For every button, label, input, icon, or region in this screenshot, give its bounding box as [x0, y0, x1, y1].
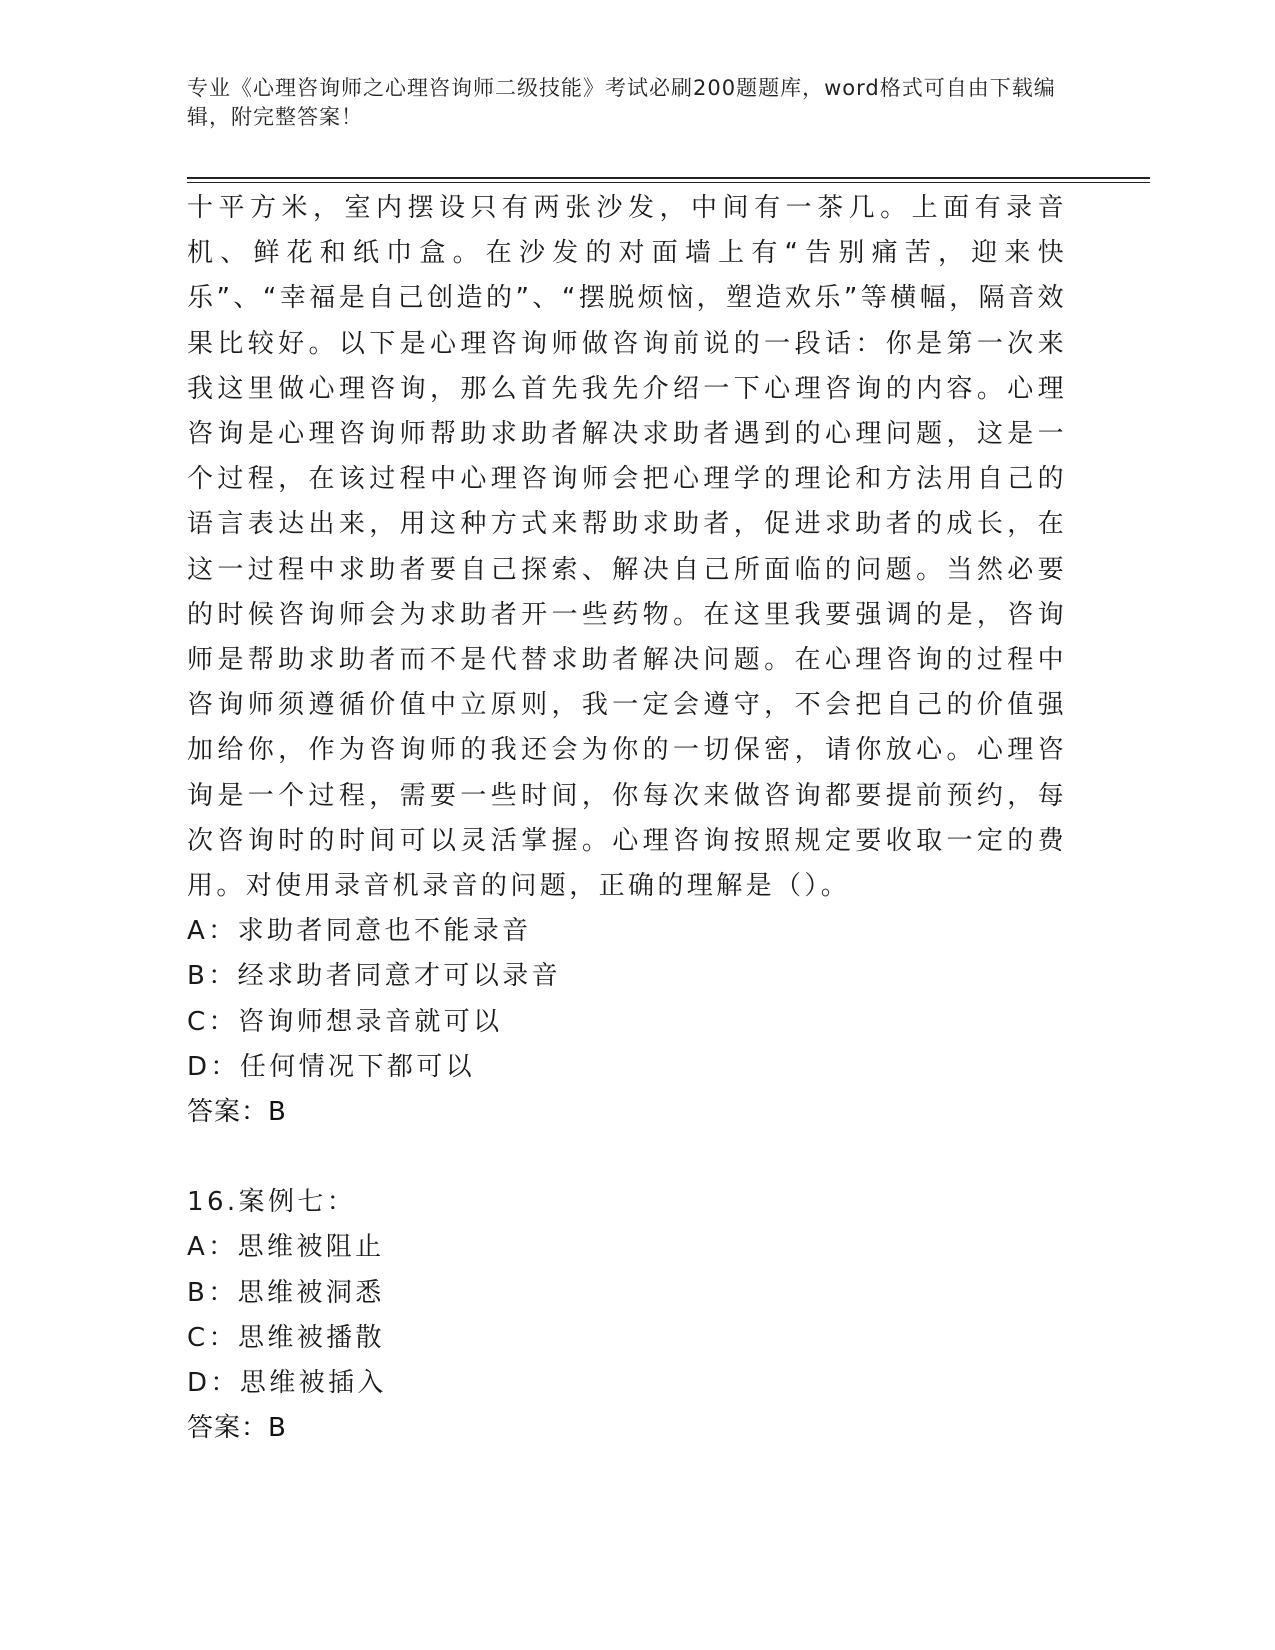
option-a: A：思维被阻止: [187, 1232, 385, 1263]
header-title: 专业《心理咨询师之心理咨询师二级技能》考试必刷200题题库，word格式可自由下载编辑，附完整答案！: [187, 76, 1056, 129]
option-b: B：思维被洞悉: [187, 1277, 385, 1308]
answer-line: 答案：B: [187, 1097, 287, 1128]
option-c: C：思维被播散: [187, 1322, 385, 1353]
question-stem: 十平方米，室内摆设只有两张沙发，中间有一茶几。上面有录音机、鲜花和纸巾盒。在沙发的对面墙上有“告别痛苦，迎来快乐”、“幸福是自己创造的”、“摆脱烦恼，塑造欢乐”等横幅，隔音效果比较好。以下是心理咨询师做咨询前说的一段话：你是第一次来我这里做心理咨询，那么首先我先介绍一下心理咨询的内容。心理咨询是心理咨询师帮助求助者解决求助者遇到的心理问题，这是一个过程，在该过程中心理咨询师会把心理学的理论和方法用自己的语言表达出来，用这种方式来帮助求助者，促进求助者的成长，在这一过程中求助者要自己探索、解决自己所面临的问题。当然必要的时候咨询师会为求助者开一些药物。在这里我要强调的是，咨询师是帮助求助者而不是代替求助者解决问题。在心理咨询的过程中咨询师须遵循价值中立原则，我一定会遵守，不会把自己的价值强加给你，作为咨询师的我还会为你的一切保密，请你放心。心理咨询是一个过程，需要一些时间，你每次来做咨询都要提前预约，每次咨询时的时间可以灵活掌握。心理咨询按照规定要收取一定的费用。对使用录音机录音的问题，正确的理解是（）。: [187, 193, 1067, 902]
option-c: C：咨询师想录音就可以: [187, 1006, 503, 1037]
question-block: [187, 186, 1067, 1135]
question-title: 16.案例七：: [187, 1187, 357, 1218]
question-block: [187, 1180, 1067, 1451]
option-b: B：经求助者同意才可以录音: [187, 961, 562, 992]
option-a: A：求助者同意也不能录音: [187, 916, 532, 947]
option-d: D：任何情况下都可以: [187, 1051, 476, 1082]
answer-line: 答案：B: [187, 1413, 287, 1444]
header-divider-thin: [187, 182, 1150, 183]
option-d: D：思维被插入: [187, 1368, 387, 1399]
header-divider-thick: [187, 177, 1150, 179]
question-spacer: [187, 1135, 1067, 1180]
document-header: [187, 74, 1067, 132]
document-body: [187, 186, 1067, 1451]
